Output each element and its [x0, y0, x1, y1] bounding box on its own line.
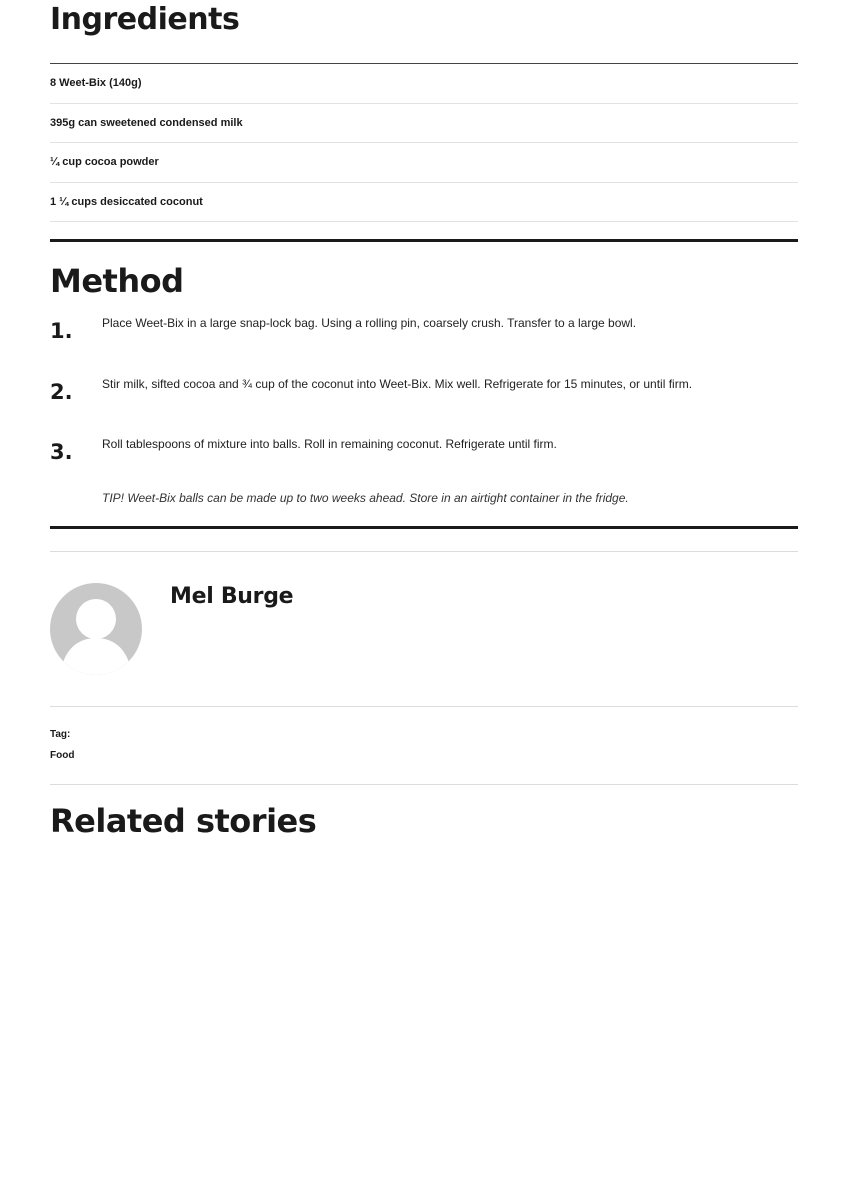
- method-title: Method: [50, 262, 184, 300]
- ingredient-item: ¼ cup cocoa powder: [50, 143, 798, 183]
- ingredient-list: [50, 64, 798, 222]
- step-text: Place Weet-Bix in a large snap-lock bag. Using a rolling pin, coarsely crush. Transfer to a large bowl.: [102, 316, 637, 330]
- step-number: 1.: [50, 319, 73, 343]
- section-divider: [50, 526, 798, 529]
- tags-divider: [50, 784, 798, 785]
- section-divider: [50, 239, 798, 242]
- method-step: [50, 376, 798, 437]
- step-number: 2.: [50, 379, 73, 404]
- recipe-article: [50, 0, 798, 841]
- method-step: [50, 436, 798, 497]
- ingredient-item: 8 Weet-Bix (140g): [50, 64, 798, 104]
- author-card: [50, 552, 798, 706]
- avatar-silhouette: [50, 583, 142, 675]
- method-step: [50, 315, 798, 376]
- tag-link-food[interactable]: Food: [50, 749, 75, 761]
- tag-section: [50, 707, 798, 784]
- recipe-tip: TIP! Weet-Bix balls can be made up to two weeks ahead. Store in an airtight container in the fridge.: [102, 490, 629, 505]
- ingredient-item: 395g can sweetened condensed milk: [50, 104, 798, 144]
- ingredient-item: 1 ¼ cups desiccated coconut: [50, 183, 798, 223]
- related-stories-title: Related stories: [50, 801, 317, 840]
- ingredients-title: Ingredients: [50, 0, 798, 64]
- step-text: Roll tablespoons of mixture into balls. Roll in remaining coconut. Refrigerate until firm.: [102, 437, 557, 451]
- tag-label: Tag:: [50, 728, 71, 740]
- step-text: Stir milk, sifted cocoa and ¾ cup of the coconut into Weet-Bix. Mix well. Refrigerate for 15 minutes, or until firm.: [102, 376, 693, 391]
- user-placeholder-icon[interactable]: [50, 583, 142, 675]
- author-name[interactable]: Mel Burge: [170, 583, 294, 609]
- method-steps: [50, 315, 798, 497]
- step-number: 3.: [50, 440, 73, 464]
